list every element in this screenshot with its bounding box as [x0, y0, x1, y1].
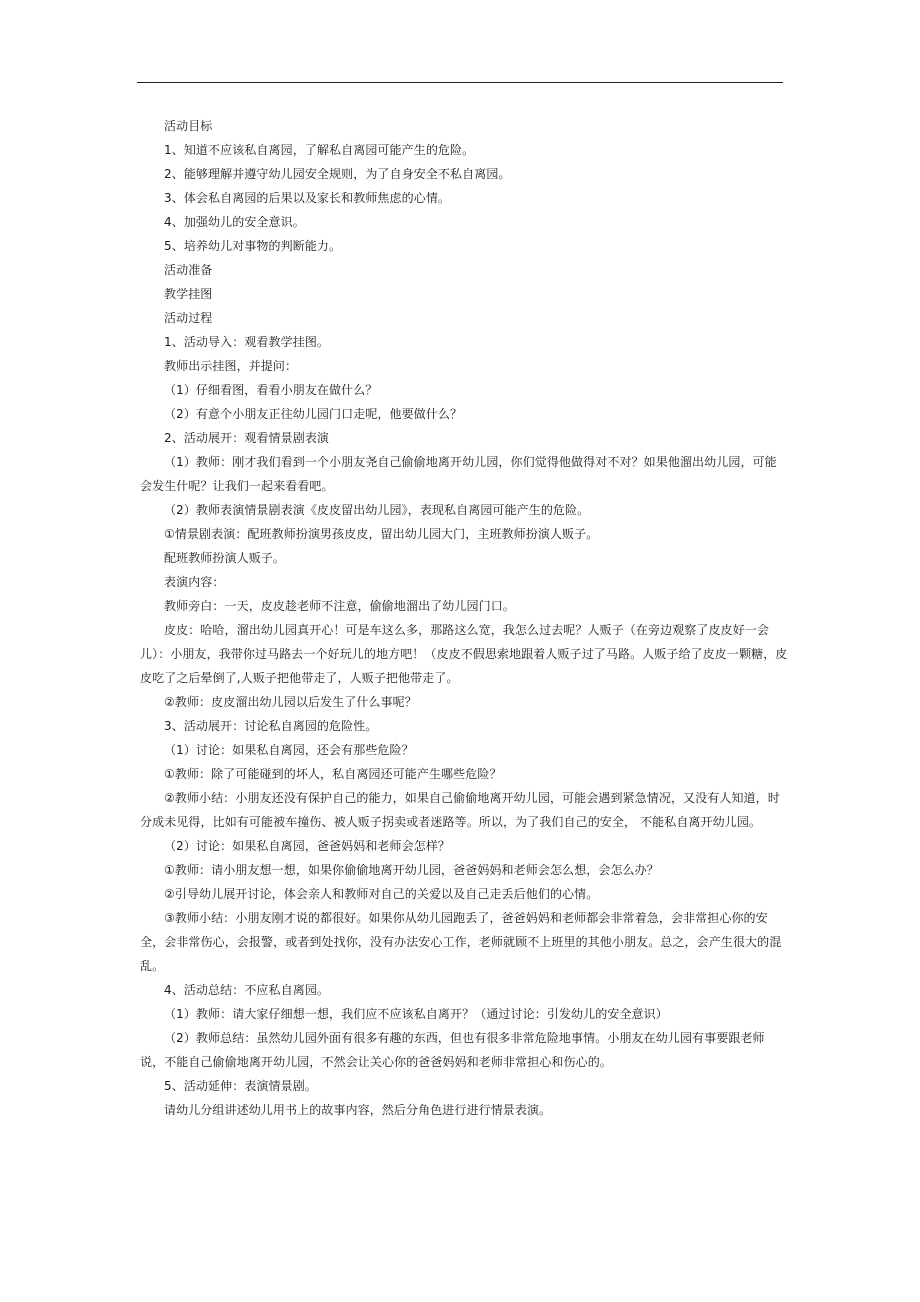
header-rule: [137, 82, 783, 83]
process-paragraph: （1）讨论：如果私自离园，还会有那些危险？: [164, 743, 414, 757]
process-paragraph: ①教师：请小朋友想一想，如果你偷偷地离开幼儿园，爸爸妈妈和老师会怎么想，会怎么办？: [164, 863, 659, 877]
process-paragraph: 1、活动导入：观看教学挂图。: [164, 335, 330, 349]
preparation-item: 教学挂图: [164, 287, 213, 301]
process-paragraph: ①教师：除了可能碰到的坏人，私自离园还可能产生哪些危险？: [164, 767, 502, 781]
process-paragraph: 配班教师扮演人贩子。: [164, 551, 286, 565]
section-heading-process: 活动过程: [164, 311, 213, 325]
process-paragraph: 5、活动延伸：表演情景剧。: [164, 1079, 317, 1093]
process-paragraph: 2、活动展开：观看情景剧表演: [164, 431, 330, 445]
process-paragraph: ②引导幼儿展开讨论，体会亲人和教师对自己的关爱以及自己走丢后他们的心情。: [164, 887, 599, 901]
process-paragraph: ②教师：皮皮溜出幼儿园以后发生了什么事呢？: [164, 695, 417, 709]
process-paragraph: 4、活动总结：不应私自离园。: [164, 983, 330, 997]
process-paragraph: ②教师小结：小朋友还没有保护自己的能力，如果自己偷偷地离开幼儿园，可能会遇到紧急情况，又没有人知道，时分成未见得，比如有可能被车撞伤、被人贩子拐卖或者迷路等。所以，为了我们自己的安全， 不能私自离开幼儿园。: [140, 791, 780, 829]
goal-item: 4、加强幼儿的安全意识。: [164, 215, 305, 229]
process-paragraph: 教师出示挂图，并提问：: [164, 359, 298, 373]
process-paragraph: （2）教师总结：虽然幼儿园外面有很多有趣的东西，但也有很多非常危险地事情。小朋友在幼儿园有事要跟老师说，不能自己偷偷地离开幼儿园，不然会让关心你的爸爸妈妈和老师非常担心和伤心的。: [140, 1031, 765, 1069]
process-paragraph: （1）仔细看图，看看小朋友在做什么？: [164, 383, 378, 397]
process-paragraph: （2）教师表演情景剧表演《皮皮留出幼儿园》，表现私自离园可能产生的危险。: [164, 503, 590, 517]
process-paragraph: 教师旁白：一天，皮皮趁老师不注意，偷偷地溜出了幼儿园门口。: [164, 599, 515, 613]
process-paragraph: （2）有意个小朋友正往幼儿园门口走呢，他要做什么？: [164, 407, 463, 421]
goal-item: 2、能够理解并遵守幼儿园安全规则，为了自身安全不私自离园。: [164, 167, 511, 181]
goal-item: 3、体会私自离园的后果以及家长和教师焦虑的心情。: [164, 191, 451, 205]
document-body: [140, 114, 788, 1122]
process-paragraph: （1）教师：刚才我们看到一个小朋友尧自己偷偷地离开幼儿园，你们觉得他做得对不对？如果他溜出幼儿园，可能会发生什呢？让我们一起来看看吧。: [140, 455, 777, 493]
process-paragraph: 请幼儿分组讲述幼儿用书上的故事内容，然后分角色进行进行情景表演。: [164, 1103, 552, 1117]
goal-item: 1、知道不应该私自离园，了解私自离园可能产生的危险。: [164, 143, 475, 157]
process-paragraph: ③教师小结：小朋友刚才说的都很好。如果你从幼儿园跑丢了，爸爸妈妈和老师都会非常着急，会非常担心你的安全，会非常伤心，会报警，或者到处找你，没有办法安心工作，老师就顾不上班里的其他小朋友。总之，会产生很大的混乱。: [140, 911, 782, 973]
process-paragraph: 皮皮：哈哈，溜出幼儿园真开心！可是车这么多，那路这么宽，我怎么过去呢？人贩子（在旁边观察了皮皮好一会儿）：小朋友，我带你过马路去一个好玩儿的地方吧！（皮皮不假思索地跟着人贩子过了马路。人贩子给了皮皮一颗糖，皮皮吃了之后晕倒了,人贩子把他带走了，人贩子把他带走了。: [140, 623, 788, 685]
process-paragraph: 3、活动展开：讨论私自离园的危险性。: [164, 719, 378, 733]
process-paragraph: 表演内容：: [164, 575, 225, 589]
section-heading-goals: 活动目标: [164, 119, 213, 133]
section-heading-preparation: 活动准备: [164, 263, 213, 277]
process-paragraph: （2）讨论：如果私自离园，爸爸妈妈和老师会怎样？: [164, 839, 451, 853]
process-paragraph: （1）教师：请大家仔细想一想，我们应不应该私自离开？（通过讨论：引发幼儿的安全意识）: [164, 1007, 668, 1021]
goal-item: 5、培养幼儿对事物的判断能力。: [164, 239, 342, 253]
process-paragraph: ①情景剧表演：配班教师扮演男孩皮皮，留出幼儿园大门，主班教师扮演人贩子。: [164, 527, 599, 541]
